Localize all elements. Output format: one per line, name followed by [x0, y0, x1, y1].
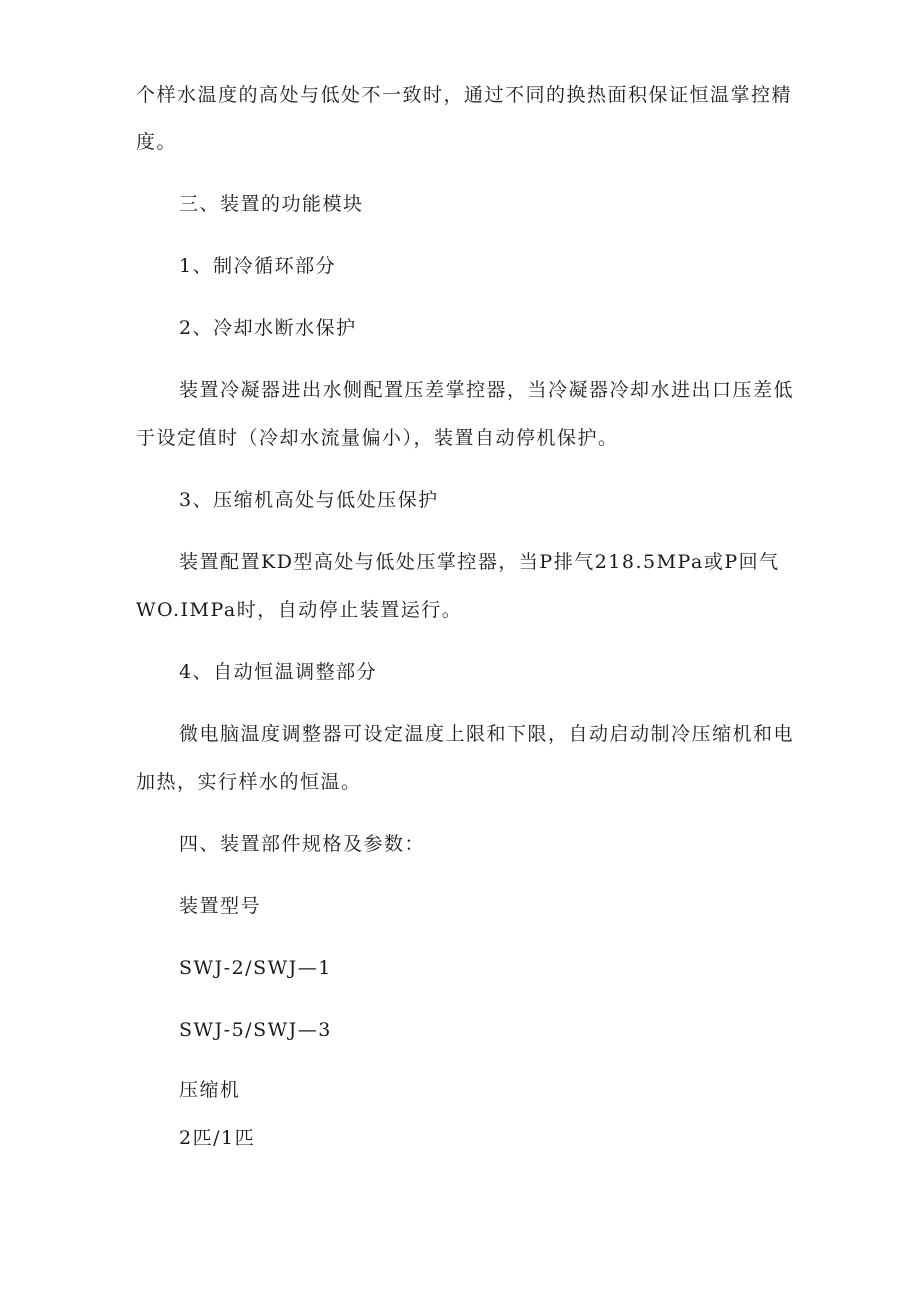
- paragraph-line: WO.IMPa时，自动停止装置运行。: [136, 599, 463, 621]
- subsection-heading: 4、自动恒温调整部分: [179, 661, 378, 683]
- paragraph-line: 加热，实行样水的恒温。: [136, 771, 362, 793]
- spec-label: 压缩机: [179, 1079, 241, 1101]
- subsection-heading: 3、压缩机高处与低处压保护: [179, 489, 439, 511]
- paragraph-line: 个样水温度的高处与低处不一致时，通过不同的换热面积保证恒温掌控精: [136, 84, 793, 106]
- paragraph-line: 度。: [136, 131, 178, 153]
- section-heading: 三、装置的功能模块: [179, 193, 364, 215]
- paragraph-line: 于设定值时（冷却水流量偏小），装置自动停机保护。: [136, 427, 619, 449]
- subsection-heading: 2、冷却水断水保护: [179, 317, 357, 339]
- spec-value: 2匹/1匹: [179, 1127, 256, 1149]
- spec-value: SWJ-5/SWJ—3: [179, 1019, 332, 1041]
- paragraph-line: 微电脑温度调整器可设定温度上限和下限，自动启动制冷压缩机和电: [179, 723, 795, 745]
- section-heading: 四、装置部件规格及参数：: [179, 833, 426, 855]
- paragraph-line: 装置配置KD型高处与低处压掌控器，当P排气218.5MPa或P回气: [179, 551, 780, 573]
- spec-value: SWJ-2/SWJ—1: [179, 957, 332, 979]
- spec-label: 装置型号: [179, 895, 262, 917]
- subsection-heading: 1、制冷循环部分: [179, 255, 337, 277]
- paragraph-line: 装置冷凝器进出水侧配置压差掌控器，当冷凝器冷却水进出口压差低: [179, 379, 795, 401]
